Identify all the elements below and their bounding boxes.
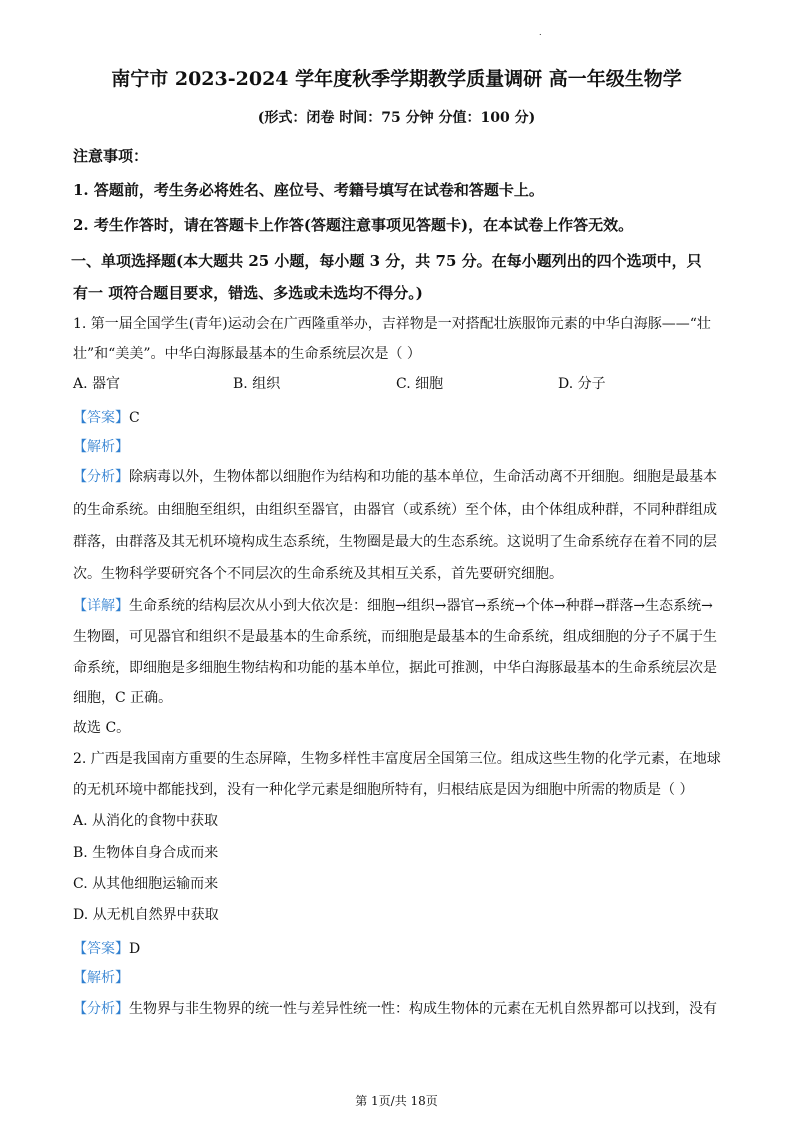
fenxi-tag: 【分析】 (73, 1001, 129, 1017)
answer-tag: 【答案】 (73, 941, 129, 957)
answer-tag: 【答案】 (73, 410, 129, 426)
q1-option-d: D. 分子 (558, 376, 606, 392)
notice-heading: 注意事项： (73, 147, 149, 165)
answer-value: D (129, 941, 141, 957)
q1-option-a: A. 器官 (73, 376, 121, 392)
q1-fenxi-line2: 的生命系统。由细胞至组织，由组织至器官，由器官（或系统）至个体，由个体组成种群，不同种群组成 (73, 502, 717, 518)
q2-stem-line1: 2. 广西是我国南方重要的生态屏障，生物多样性丰富度居全国第三位。组成这些生物的化学元素，在地球 (73, 751, 721, 767)
section-heading-line1: 一、单项选择题(本大题共 25 小题，每小题 3 分，共 75 分。在每小题列出的四个选项中，只 (71, 252, 702, 270)
notice-item-2: 2. 考生作答时，请在答题卡上作答(答题注意事项见答题卡)，在本试卷上作答无效。 (73, 216, 634, 234)
q1-stem-line2: 壮”和“美美”。中华白海豚最基本的生命系统层次是（ ） (73, 346, 421, 362)
q1-jiexi-tag: 【解析】 (73, 439, 129, 455)
q2-stem-line2: 的无机环境中都能找到，没有一种化学元素是细胞所特有，归根结底是因为细胞中所需的物质是（ ） (73, 782, 694, 798)
q1-conclusion: 故选 C。 (73, 720, 131, 736)
fenxi-text: 除病毒以外，生物体都以细胞作为结构和功能的基本单位，生命活动离不开细胞。细胞是最基本 (129, 469, 717, 485)
q2-option-b: B. 生物体自身合成而来 (73, 845, 219, 861)
q1-xiangjie-line4: 细胞，C 正确。 (73, 690, 173, 706)
q1-answer (73, 408, 140, 428)
answer-value: C (129, 410, 140, 426)
q1-fenxi-line4: 次。生物科学要研究各个不同层次的生命系统及其相互关系，首先要研究细胞。 (73, 566, 563, 582)
notice-item-1: 1. 答题前，考生务必将姓名、座位号、考籍号填写在试卷和答题卡上。 (73, 181, 544, 199)
q2-answer (73, 939, 140, 959)
q1-stem-line1: 1. 第一届全国学生(青年)运动会在广西隆重举办，吉祥物是一对搭配壮族服饰元素的中华白海豚——“壮 (73, 316, 711, 332)
page-footer: 第 1页/共 18页 (355, 1094, 438, 1108)
q1-xiangjie-line3: 命系统，即细胞是多细胞生物结构和功能的基本单位，据此可推测，中华白海豚最基本的生命系统层次是 (73, 660, 717, 676)
q1-fenxi-line3: 群落，由群落及其无机环境构成生态系统，生物圈是最大的生态系统。这说明了生命系统存在着不同的层 (73, 534, 717, 550)
q2-option-a: A. 从消化的食物中获取 (73, 813, 219, 829)
fenxi-text: 生物界与非生物界的统一性与差异性统一性：构成生物体的元素在无机自然界都可以找到，没有 (129, 1001, 717, 1017)
q1-xiangjie-line1 (73, 596, 713, 616)
dot-mark: . (539, 28, 542, 37)
q2-fenxi-line1 (73, 999, 717, 1019)
q1-fenxi-line1 (73, 467, 717, 487)
xiangjie-tag: 【详解】 (73, 598, 129, 614)
q2-option-c: C. 从其他细胞运输而来 (73, 876, 219, 892)
q1-option-c: C. 细胞 (396, 376, 444, 392)
q1-xiangjie-line2: 生物圈，可见器官和组织不是最基本的生命系统，而细胞是最基本的生命系统，组成细胞的分子不属于生 (73, 629, 717, 645)
section-heading-line2: 有一 项符合题目要求，错选、多选或未选均不得分。) (73, 284, 423, 302)
q2-option-d: D. 从无机自然界中获取 (73, 907, 219, 923)
q2-jiexi-tag: 【解析】 (73, 970, 129, 986)
xiangjie-text: 生命系统的结构层次从小到大依次是：细胞→组织→器官→系统→个体→种群→群落→生态系统→ (129, 598, 713, 614)
page-subtitle: (形式：闭卷 时间：75 分钟 分值：100 分) (257, 110, 536, 126)
fenxi-tag: 【分析】 (73, 469, 129, 485)
page-title: 南宁市 2023-2024 学年度秋季学期教学质量调研 高一年级生物学 (111, 68, 682, 90)
q1-option-b: B. 组织 (233, 376, 281, 392)
